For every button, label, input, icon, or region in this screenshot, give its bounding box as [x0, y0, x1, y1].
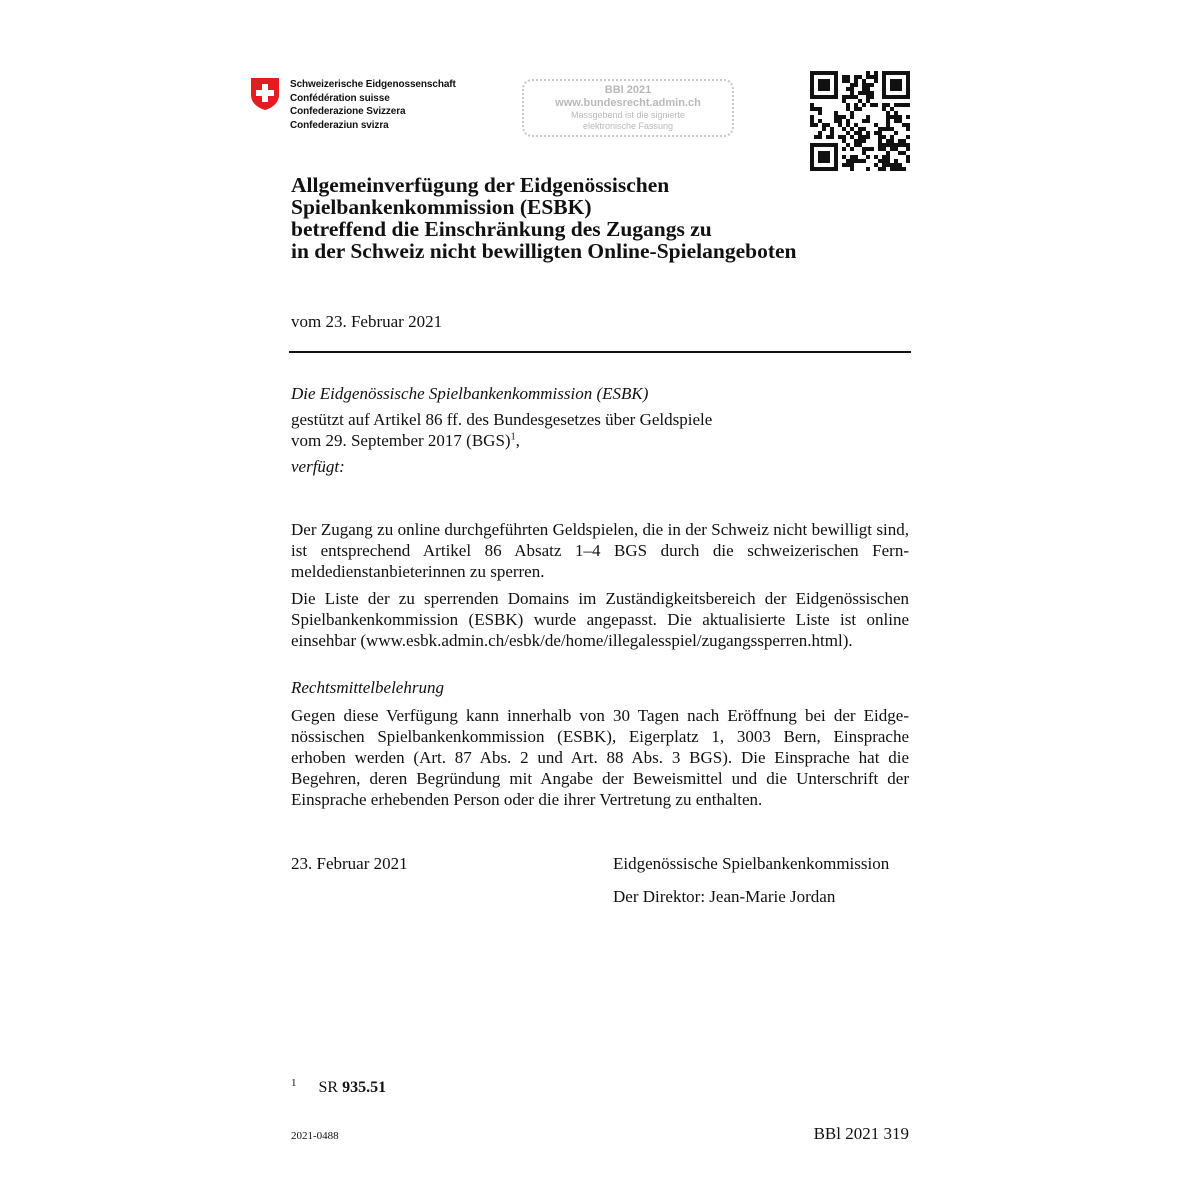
- paragraph-access-block: Der Zugang zu online durchgeführten Geldspielen, die in der Schweiz nicht bewilligt sind, ist entsprechend Artikel 86 Absatz 1–4 BGS durch die schweizerischen Fernmeldedienstanbieterinnen zu sperren.: [291, 520, 909, 581]
- legal-basis-text: vom 29. September 2017 (BGS): [291, 431, 511, 450]
- bbl-reference: BBl 2021 319: [813, 1124, 909, 1143]
- legal-basis-line-1: gestützt auf Artikel 86 ff. des Bundesgesetzes über Geldspiele: [291, 410, 713, 429]
- issuing-authority: Die Eidgenössische Spielbankenkommission (ESBK): [291, 384, 649, 403]
- title-line-4: in der Schweiz nicht bewilligten Online-Spielangeboten: [291, 239, 797, 263]
- title-line-2: Spielbankenkommission (ESBK): [291, 195, 592, 219]
- footnote-prefix: SR: [318, 1079, 339, 1096]
- stamp-line-3: Massgebend ist die signierte: [570, 110, 686, 120]
- footnote-reference[interactable]: 1: [510, 431, 516, 443]
- qr-code-icon: [810, 71, 910, 171]
- title-line-3: betreffend die Einschränkung des Zugangs zu: [291, 217, 712, 241]
- orders-label: verfügt:: [291, 457, 345, 476]
- footnote-number: 1: [291, 1077, 297, 1089]
- stamp-line-2: www.bundesrecht.admin.ch: [555, 97, 701, 109]
- paragraph-domain-list: Die Liste der zu sperrenden Domains im Zuständigkeitsbereich der Eidgenössischen Spielbankenkommission (ESBK) wurde angepasst. Die aktualisierte Liste ist online einsehbar (www.esbk.admin.ch/esbk/de/home/illegalesspiel/zugangssperren.html).: [291, 589, 909, 650]
- title-line-1: Allgemeinverfügung der Eidgenössischen: [291, 173, 670, 197]
- stamp-line-1: BBl 2021: [604, 84, 652, 96]
- footnote-sr-number: 935.51: [342, 1079, 387, 1096]
- legal-basis-line-2: [291, 430, 911, 451]
- federation-name-it: Confederazione Svizzera: [290, 106, 406, 117]
- signature-date: 23. Februar 2021: [291, 854, 408, 873]
- paragraph-remedy: Gegen diese Verfügung kann innerhalb von 30 Tagen nach Eröffnung bei der Eidgenössischen Spielbankenkommission (ESBK), Eigerplatz 1, 3003 Bern, Einsprache erhoben werden (Art. 87 Abs. 2 und Art. 88 Abs. 3 BGS). Die Einsprache hat die Begehren, deren Begründung mit Angabe der Beweismittel und die Unterschrift der Einsprache erhebenden Person oder die ihrer Vertretung zu enthalten.: [291, 706, 909, 809]
- federation-name-rm: Confederaziun svizra: [290, 119, 389, 131]
- document-date: vom 23. Februar 2021: [291, 312, 443, 331]
- signature-organization: Eidgenössische Spielbankenkommission: [613, 854, 890, 873]
- swiss-coat-of-arms-icon: [250, 77, 280, 111]
- federation-names: [290, 78, 456, 132]
- legal-basis: [291, 409, 911, 451]
- legal-basis-suffix: ,: [515, 431, 520, 450]
- federation-name-de: Schweizerische Eidgenossenschaft: [290, 79, 456, 90]
- stamp-line-4: elektronische Fassung: [582, 121, 674, 131]
- footnote: [291, 1079, 386, 1097]
- document-id: 2021-0488: [291, 1130, 339, 1142]
- signature-director: Der Direktor: Jean-Marie Jordan: [613, 887, 836, 906]
- title-divider: [289, 351, 911, 353]
- bbl-stamp: [522, 79, 734, 137]
- remedy-heading: Rechtsmittelbelehrung: [291, 678, 444, 697]
- document-title: [291, 174, 911, 262]
- federation-name-fr: Confédération suisse: [290, 92, 390, 104]
